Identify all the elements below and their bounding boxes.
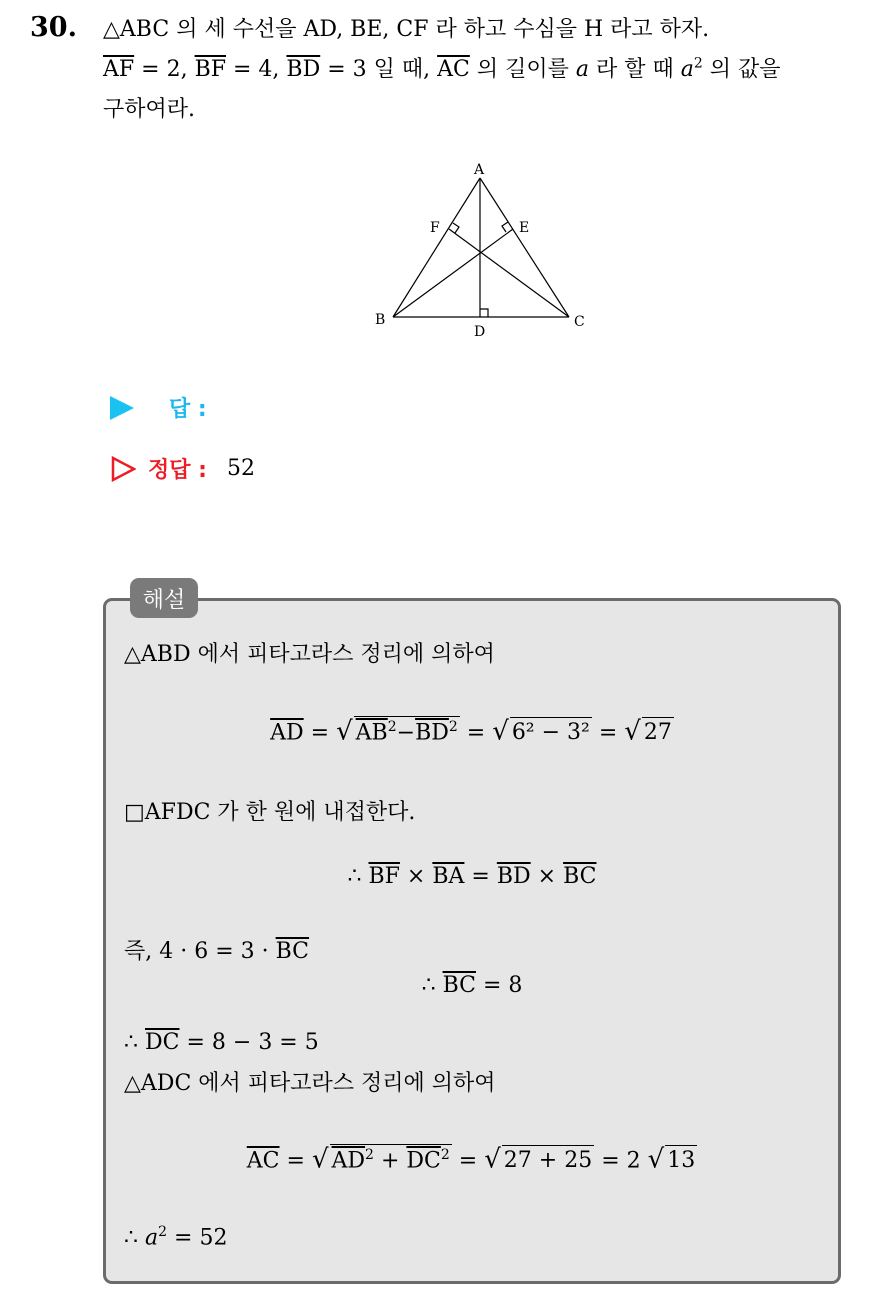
- right-angle-e: [502, 222, 508, 232]
- eq1-radicand: [354, 716, 460, 746]
- segment-bd: $\overline{BD}$: [286, 57, 321, 82]
- eq1-equals-3: =: [591, 720, 625, 746]
- eq4-equals-3: = 2: [594, 1148, 648, 1174]
- eq3-bc: $\overline{BC}$: [442, 973, 476, 998]
- segment-bf: $\overline{BF}$: [194, 57, 226, 82]
- equation-ac: [103, 1144, 841, 1174]
- triangle-figure: [370, 158, 590, 340]
- text-mid2: 라 할 때: [588, 57, 681, 82]
- label-f: F: [430, 220, 440, 236]
- sqrt-icon: √: [492, 716, 509, 747]
- sqrt-icon: √: [484, 1144, 501, 1175]
- play-arrow-icon: [110, 396, 134, 420]
- var-a-squared: a: [680, 57, 694, 82]
- af-value: = 2,: [134, 57, 195, 82]
- eq3-therefore: ∴: [421, 973, 443, 998]
- solution-line-3: [124, 934, 309, 965]
- eq2-bd: $\overline{BD}$: [496, 864, 531, 889]
- l6-therefore: ∴: [124, 1225, 145, 1251]
- solution-tab: 해설: [130, 578, 198, 618]
- label-c: C: [574, 314, 585, 330]
- side-ab: [393, 178, 480, 317]
- correct-answer-row: [110, 453, 255, 484]
- outline-arrow-icon: [110, 456, 136, 482]
- eq4-dc: $\overline{DC}$: [406, 1148, 441, 1174]
- bf-value: = 4,: [226, 57, 287, 82]
- eq4-radicand-3: 13: [665, 1145, 697, 1173]
- eq4-exp2: 2: [440, 1147, 450, 1163]
- eq2-times-2: ×: [530, 864, 564, 889]
- eq2-bc: $\overline{BC}$: [563, 864, 597, 889]
- eq2-times-1: ×: [399, 864, 433, 889]
- solution-line-4: [124, 1030, 319, 1055]
- altitude-be: [393, 229, 513, 317]
- segment-ac: $\overline{AC}$: [437, 57, 470, 82]
- equation-bc: [103, 973, 841, 998]
- label-a: A: [474, 162, 485, 178]
- eq2-bf: $\overline{BF}$: [368, 864, 400, 889]
- solution-line-5: △ADC 에서 피타고라스 정리에 의하여: [124, 1071, 496, 1096]
- eq1-ab: AB: [355, 720, 388, 746]
- equation-power-of-point: [103, 864, 841, 889]
- sqrt-icon: √: [311, 1144, 329, 1175]
- side-ac: [480, 178, 569, 317]
- answer-row: [110, 392, 207, 423]
- text-mid: 의 길이를: [469, 57, 576, 82]
- l4-dc: $\overline{DC}$: [145, 1030, 180, 1055]
- eq4-radicand: [330, 1144, 452, 1174]
- eq1-equals: =: [303, 720, 337, 746]
- label-b: B: [375, 312, 386, 328]
- eq1-exp1: 2: [387, 719, 397, 735]
- l6-exp: 2: [158, 1224, 168, 1240]
- sqrt-icon: √: [624, 716, 641, 747]
- l4-val: = 8 − 3 = 5: [179, 1030, 319, 1055]
- exponent: 2: [693, 55, 703, 72]
- eq1-equals-2: =: [459, 720, 493, 746]
- l6-a: a: [145, 1225, 159, 1251]
- question-line-3: 구하여라.: [103, 97, 196, 122]
- eq1-radicand-2: 6² − 3²: [510, 717, 592, 745]
- eq2-ba: $\overline{BA}$: [432, 864, 465, 889]
- eq4-ad: AD: [331, 1148, 366, 1174]
- question-number: 30.: [30, 12, 77, 43]
- eq4-equals-2: =: [451, 1148, 485, 1174]
- var-a: a: [575, 57, 589, 82]
- eq4-equals: =: [279, 1148, 312, 1174]
- eq4-plus: +: [373, 1148, 407, 1174]
- eq1-radicand-3: 27: [642, 717, 674, 745]
- eq1-bd: $\overline{BD}$: [415, 720, 449, 746]
- altitude-cf: [449, 229, 569, 317]
- right-angle-d: [480, 309, 488, 317]
- bd-value: = 3 일 때,: [320, 57, 438, 82]
- eq4-radicand-2: 27 + 25: [502, 1145, 594, 1173]
- eq4-lhs: $\overline{AC}$: [246, 1148, 280, 1174]
- l6-val: = 52: [167, 1225, 228, 1251]
- solution-line-1: △ABD 에서 피타고라스 정리에 의하여: [124, 642, 495, 667]
- eq3-val: = 8: [476, 973, 523, 998]
- eq1-minus: −: [396, 720, 416, 746]
- question-line-2: [103, 52, 781, 83]
- answer-label: 답 :: [169, 397, 207, 422]
- eq1-lhs: $\overline{AD}$: [270, 720, 304, 746]
- solution-line-6: [124, 1224, 227, 1250]
- l3-pre: 즉, 4 · 6 = 3 ·: [124, 939, 276, 964]
- label-d: D: [474, 324, 486, 340]
- text-tail: 의 값을: [702, 57, 781, 82]
- l4-therefore: ∴: [124, 1030, 145, 1055]
- eq4-exp1: 2: [365, 1147, 374, 1163]
- eq2-equals: =: [464, 864, 497, 889]
- right-angle-f: [453, 223, 459, 233]
- sqrt-icon: √: [647, 1144, 665, 1175]
- eq2-therefore: ∴: [347, 864, 369, 889]
- correct-answer-value: 52: [226, 456, 255, 481]
- triangle-svg: [370, 158, 590, 340]
- segment-af: $\overline{AF}$: [103, 57, 135, 82]
- eq1-exp2: 2: [448, 719, 458, 735]
- solution-line-2: □AFDC 가 한 원에 내접한다.: [124, 800, 416, 825]
- question-line-1: △ABC 의 세 수선을 AD, BE, CF 라 하고 수심을 H 라고 하자.: [103, 17, 710, 42]
- equation-ad: [103, 716, 841, 746]
- l3-bc: $\overline{BC}$: [275, 939, 310, 964]
- label-e: E: [519, 220, 530, 236]
- sqrt-icon: √: [336, 716, 353, 747]
- correct-answer-label: 정답 :: [148, 458, 207, 483]
